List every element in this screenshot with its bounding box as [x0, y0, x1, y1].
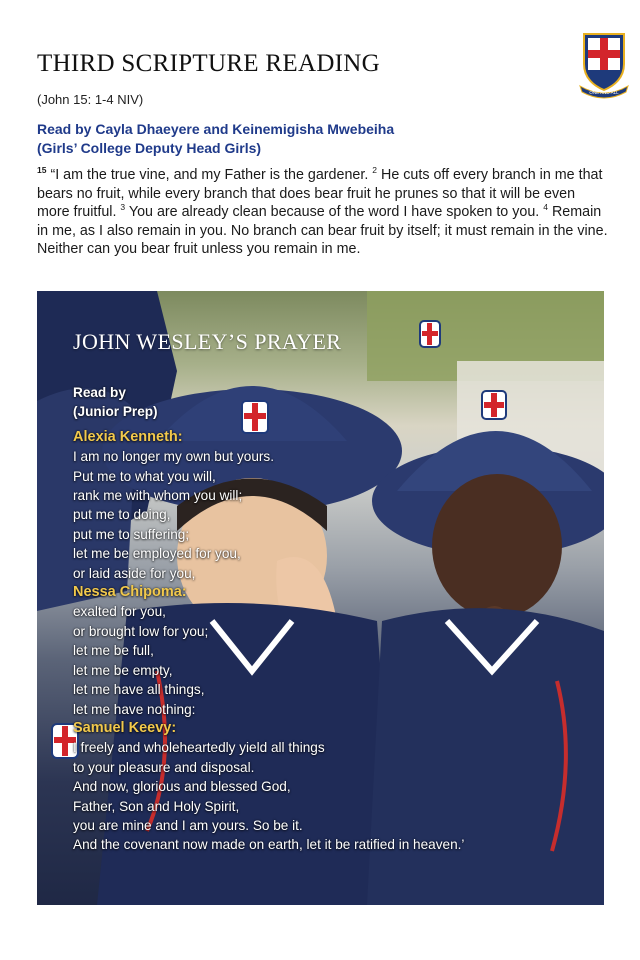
- school-crest-icon: [578, 30, 630, 100]
- prayer-line: Put me to what you will,: [73, 468, 216, 484]
- prayer-title: JOHN WESLEY’S PRAYER: [73, 329, 342, 354]
- verse-number: 2: [372, 165, 378, 176]
- prayer-line: I freely and wholeheartedly yield all things: [73, 740, 325, 756]
- prayer-group: (Junior Prep): [73, 404, 158, 420]
- reader-role: (Girls’ College Deputy Head Girls): [37, 140, 262, 156]
- verse-number: 4: [543, 202, 548, 213]
- verse-number: 3: [120, 202, 126, 213]
- reader-credit: [37, 120, 394, 158]
- prayer-line: or brought low for you;: [73, 623, 209, 639]
- prayer-line: let me be full,: [73, 643, 154, 659]
- verse-text: You are already clean because of the word I have spoken to you.: [125, 204, 544, 220]
- prayer-line: I am no longer my own but yours.: [73, 449, 274, 465]
- prayer-line: let me be employed for you,: [73, 546, 241, 562]
- crest-motto: ONE AND ALL: [589, 90, 619, 95]
- speaker-name: Samuel Keevy:: [73, 719, 177, 736]
- verse-number: 15: [37, 165, 47, 176]
- verse-text: “I am the true vine, and my Father is the gardener.: [46, 167, 373, 183]
- scripture-reference: (John 15: 1-4 NIV): [37, 92, 144, 107]
- page-title: THIRD SCRIPTURE READING: [37, 50, 381, 77]
- prayer-line: exalted for you,: [73, 604, 166, 620]
- prayer-line: put me to doing,: [73, 507, 171, 523]
- prayer-read-by: Read by: [73, 385, 126, 400]
- prayer-line: let me have all things,: [73, 682, 205, 698]
- reader-names: Read by Cayla Dhaeyere and Keinemigisha Mwebeiha: [37, 121, 395, 137]
- verse-text: He cuts off every branch in me that bears no fruit, while every branch that does bear fruit he prunes so that it will be even more fruitful.: [37, 167, 603, 220]
- prayer-line: or laid aside for you,: [73, 565, 196, 581]
- prayer-line: And the covenant now made on earth, let it be ratified in heaven.’: [73, 837, 465, 853]
- prayer-line: let me be empty,: [73, 662, 173, 678]
- prayer-line: And now, glorious and blessed God,: [73, 779, 291, 795]
- prayer-line: rank me with whom you will;: [73, 488, 243, 504]
- prayer-line: put me to suffering;: [73, 526, 190, 542]
- verse-text: Remain in me, as I also remain in you. No branch can bear fruit by itself; it must remain in the vine. Neither can you bear fruit unless you remain in me.: [37, 204, 608, 257]
- prayer-line: to your pleasure and disposal.: [73, 759, 255, 775]
- prayer-line: let me have nothing:: [73, 701, 196, 717]
- praying-children-photo: [37, 291, 604, 905]
- speaker-name: Alexia Kenneth:: [73, 428, 183, 445]
- prayer-line: Father, Son and Holy Spirit,: [73, 798, 240, 814]
- prayer-line: you are mine and I am yours. So be it.: [73, 817, 303, 833]
- scripture-passage: [37, 166, 609, 259]
- speaker-name: Nessa Chipoma:: [73, 584, 187, 601]
- prayer-text: [73, 383, 593, 855]
